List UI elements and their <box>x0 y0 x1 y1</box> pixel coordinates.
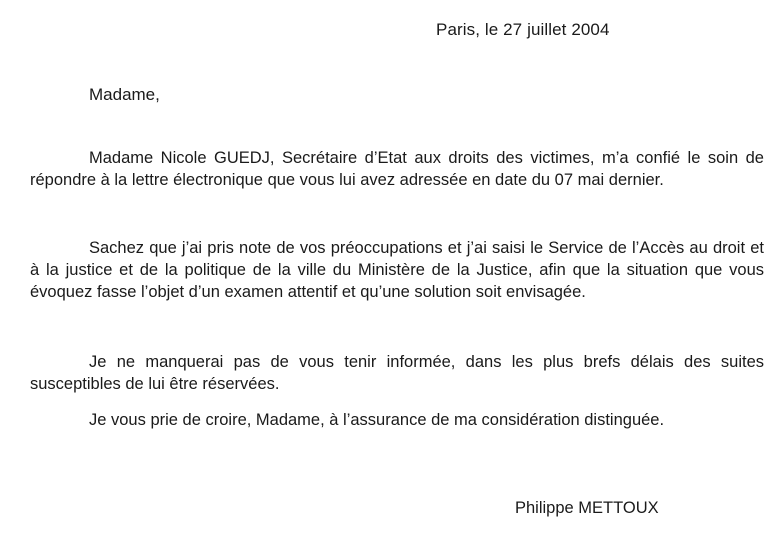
letter-paragraph: Madame Nicole GUEDJ, Secrétaire d’Etat aux droits des victimes, m’a confié le soin de répondre à la lettre électronique que vous lui avez adressée en date du 07 mai dernier. <box>30 149 764 189</box>
letter-paragraph: Je vous prie de croire, Madame, à l’assurance de ma considération distinguée. <box>89 411 665 429</box>
letter-salutation: Madame, <box>89 85 160 104</box>
letter-paragraph: Sachez que j’ai pris note de vos préoccupations et j’ai saisi le Service de l’Accès au droit et à la justice et de la politique de la ville du Ministère de la Justice, afin que la situation que vous évoquez fasse l’objet d’un examen attentif et qu’une solution soit envisagée. <box>30 239 764 301</box>
letter-paragraph: Je ne manquerai pas de vous tenir informée, dans les plus brefs délais des suites susceptibles de lui être réservées. <box>30 353 764 393</box>
letter-date: Paris, le 27 juillet 2004 <box>436 20 610 39</box>
letter-signature: Philippe METTOUX <box>515 499 659 517</box>
